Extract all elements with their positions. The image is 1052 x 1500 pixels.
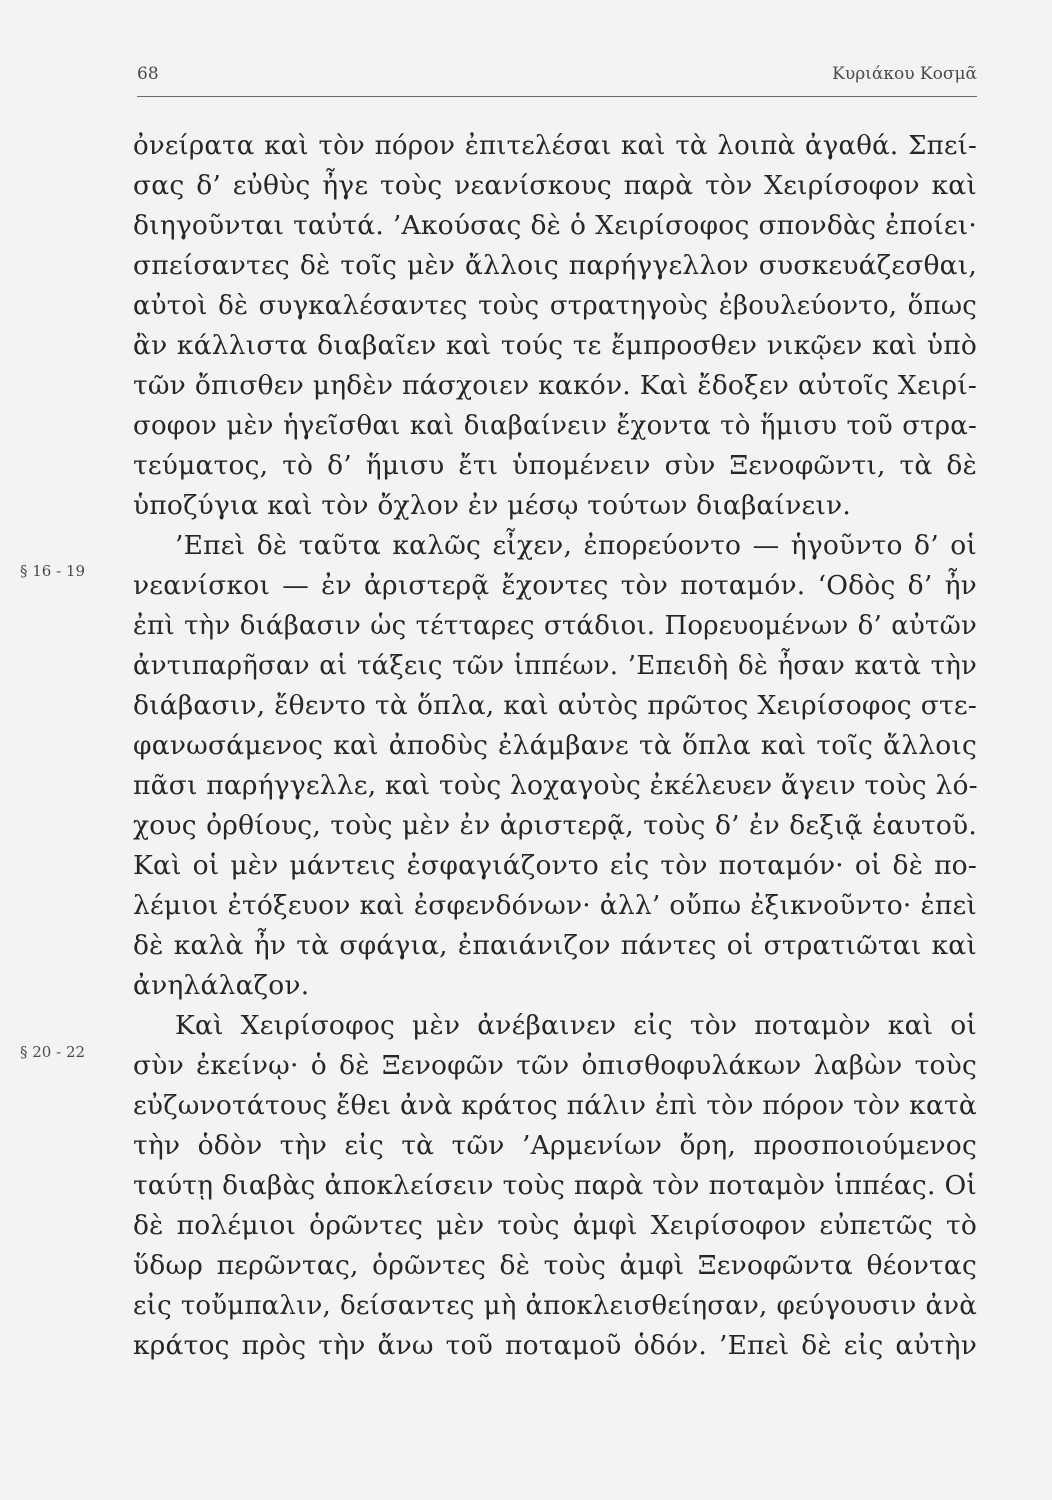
text-line: ἀνηλάλαζον. — [133, 970, 310, 1001]
text-line: κράτος πρὸς τὴν ἄνω τοῦ ποταμοῦ ὁδόν. ’Επεὶ δὲ εἰς αὐτὴν — [133, 1330, 977, 1361]
text-line: σὺν ἐκείνῳ· ὁ δὲ Ξενοφῶν τῶν ὀπισθοφυλάκων λαβὼν τοὺς — [133, 1050, 977, 1081]
text-line: χους ὀρθίους, τοὺς μὲν ἐν ἀριστερᾷ, τοὺς δ’ ἐν δεξιᾷ ἑαυτοῦ. — [133, 810, 977, 841]
text-line: εἰς τοὔμπαλιν, δείσαντες μὴ ἀποκλεισθείησαν, φεύγουσιν ἀνὰ — [133, 1291, 977, 1321]
text-line: ὑποζύγια καὶ τὸν ὄχλον ἐν μέσῳ τούτων διαβαίνειν. — [133, 490, 851, 521]
text-line: σοφον μὲν ἡγεῖσθαι καὶ διαβαίνειν ἔχοντα τὸ ἥμισυ τοῦ στρα- — [133, 411, 977, 441]
margin-note-section-20-22: § 20 - 22 — [20, 1043, 86, 1061]
text-line: Καὶ Χειρίσοφος μὲν ἀνέβαινεν εἰς τὸν ποταμὸν καὶ οἱ — [175, 1010, 977, 1041]
text-line: τὴν ὁδὸν τὴν εἰς τὰ τῶν ’Αρμενίων ὄρη, προσποιούμενος — [133, 1130, 977, 1161]
text-line: ὕδωρ περῶντας, ὁρῶντες δὲ τοὺς ἀμφὶ Ξενοφῶντα θέοντας — [133, 1250, 977, 1281]
text-line: λέμιοι ἐτόξευον καὶ ἐσφενδόνων· ἀλλ’ οὔπω ἐξικνοῦντο· ἐπεὶ — [133, 890, 977, 921]
text-line: ὀνείρατα καὶ τὸν πόρον ἐπιτελέσαι καὶ τὰ λοιπὰ ἀγαθά. Σπεί- — [133, 131, 977, 161]
text-line: φανωσάμενος καὶ ἀποδὺς ἐλάμβανε τὰ ὅπλα καὶ τοῖς ἄλλοις — [133, 730, 977, 761]
text-line: διάβασιν, ἔθεντο τὰ ὅπλα, καὶ αὐτὸς πρῶτος Χειρίσοφος στε- — [133, 690, 977, 721]
text-line: ’Επεὶ δὲ ταῦτα καλῶς εἶχεν, ἐπορεύοντο — ἡγοῦντο δ’ οἱ — [175, 530, 977, 561]
text-line: Καὶ οἱ μὲν μάντεις ἐσφαγιάζοντο εἰς τὸν ποταμόν· οἱ δὲ πο- — [133, 850, 977, 881]
text-line: ταύτῃ διαβὰς ἀποκλείσειν τοὺς παρὰ τὸν ποταμὸν ἱππέας. Οἱ — [133, 1170, 977, 1201]
text-line: αὐτοὶ δὲ συγκαλέσαντες τοὺς στρατηγοὺς ἐβουλεύοντο, ὅπως — [133, 291, 977, 321]
text-line: ἐπὶ τὴν διάβασιν ὡς τέτταρες στάδιοι. Πορευομένων δ’ αὐτῶν — [133, 611, 977, 641]
text-line: διηγοῦνται ταὐτά. ’Ακούσας δὲ ὁ Χειρίσοφος σπονδὰς ἐποίει· — [133, 210, 977, 241]
text-line: πᾶσι παρήγγελλε, καὶ τοὺς λοχαγοὺς ἐκέλευεν ἄγειν τοὺς λό- — [133, 770, 978, 801]
text-line: εὐζωνοτάτους ἔθει ἀνὰ κράτος πάλιν ἐπὶ τὸν πόρον τὸν κατὰ — [133, 1090, 977, 1121]
page-header — [137, 60, 977, 94]
text-line: νεανίσκοι — ἐν ἀριστερᾷ ἔχοντες τὸν ποταμόν. ‘Οδὸς δ’ ἦν — [133, 570, 977, 601]
text-line: τῶν ὄπισθεν μηδὲν πάσχοιεν κακόν. Καὶ ἔδοξεν αὐτοῖς Χειρί- — [133, 370, 977, 401]
text-line: τεύματος, τὸ δ’ ἥμισυ ἔτι ὑπομένειν σὺν Ξενοφῶντι, τὰ δὲ — [133, 450, 977, 481]
margin-note-section-16-19: § 16 - 19 — [20, 562, 86, 580]
running-title: Κυριάκου Κοσμᾶ — [832, 64, 977, 84]
text-line: ἀντιπαρῆσαν αἱ τάξεις τῶν ἱππέων. ’Επειδὴ δὲ ἦσαν κατὰ τὴν — [133, 651, 977, 681]
text-line: ἂν κάλλιστα διαβαῖεν καὶ τούς τε ἔμπροσθεν νικῷεν καὶ ὑπὸ — [133, 330, 977, 361]
header-rule — [137, 96, 977, 97]
text-line: σας δ’ εὐθὺς ἦγε τοὺς νεανίσκους παρὰ τὸν Χειρίσοφον καὶ — [133, 170, 977, 201]
text-line: σπείσαντες δὲ τοῖς μὲν ἄλλοις παρήγγελλον συσκευάζεσθαι, — [133, 250, 977, 281]
text-line: δὲ πολέμιοι ὁρῶντες μὲν τοὺς ἀμφὶ Χειρίσοφον εὐπετῶς τὸ — [133, 1210, 977, 1241]
text-line: δὲ καλὰ ἦν τὰ σφάγια, ἐπαιάνιζον πάντες οἱ στρατιῶται καὶ — [133, 930, 977, 961]
page-number: 68 — [137, 64, 159, 84]
